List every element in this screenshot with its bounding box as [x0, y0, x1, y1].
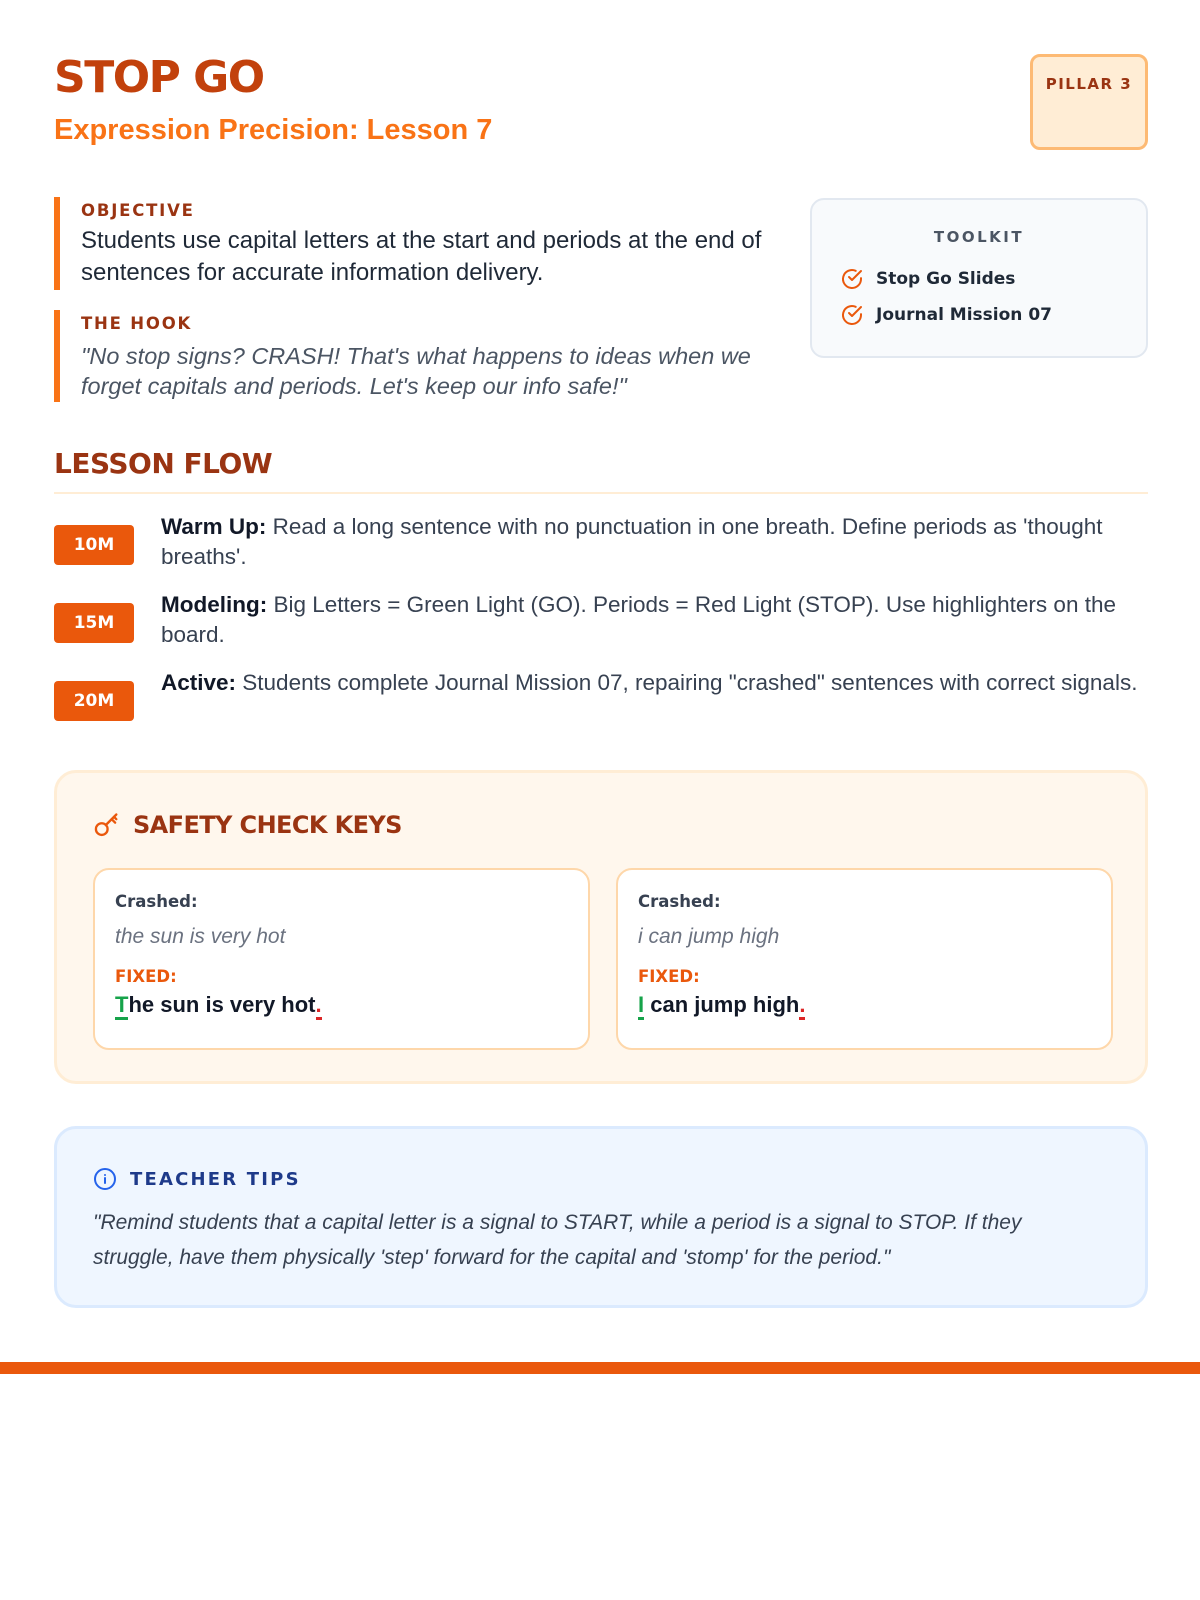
pillar-badge: PILLAR 3 [1030, 54, 1148, 150]
hook-block [54, 310, 774, 402]
flow-step-title: Warm Up: [161, 514, 267, 539]
footer-bar [0, 1362, 1200, 1374]
key-card [616, 868, 1113, 1050]
crashed-sentence: the sun is very hot [115, 925, 286, 948]
hook-text: "No stop signs? CRASH! That's what happens to ideas when we forget capitals and periods. Let's keep our info safe!" [81, 343, 751, 399]
flow-step-description: Big Letters = Green Light (GO). Periods = Red Light (STOP). Use highlighters on the board. [161, 592, 1116, 647]
info-icon [93, 1167, 117, 1191]
teacher-tips-title: TEACHER TIPS [130, 1168, 301, 1190]
check-circle-icon [840, 303, 864, 327]
fixed-label: FIXED: [115, 967, 177, 986]
toolkit-item [840, 267, 1015, 291]
safety-check-header [93, 811, 402, 839]
toolkit-card [810, 198, 1148, 358]
flow-step-title: Modeling: [161, 592, 268, 617]
flow-step-description: Read a long sentence with no punctuation in one breath. Define periods as 'thought breaths'. [161, 514, 1103, 569]
toolkit-item-label: Stop Go Slides [876, 269, 1016, 289]
flow-step-title: Active: [161, 670, 237, 695]
teacher-tips-text: "Remind students that a capital letter is a signal to START, while a period is a signal to STOP. If they struggle, have them physically 'step' forward for the capital and 'stomp' for the period." [93, 1211, 1022, 1269]
page-title: STOP GO [54, 52, 264, 103]
header [54, 52, 1148, 162]
hook-label: THE HOOK [81, 314, 193, 333]
crashed-label: Crashed: [638, 892, 721, 911]
safety-check-panel [54, 770, 1148, 1084]
toolkit-label: TOOLKIT [933, 228, 1025, 246]
toolkit-item [840, 303, 1052, 327]
flow-step-text [161, 512, 1151, 572]
fixed-label: FIXED: [638, 967, 700, 986]
period-highlight: . [799, 992, 805, 1020]
period-highlight: . [316, 992, 322, 1020]
toolkit-item-label: Journal Mission 07 [876, 305, 1052, 325]
teacher-tips-header [93, 1167, 301, 1191]
time-badge: 20M [54, 681, 134, 721]
key-icon [93, 811, 121, 839]
time-badge: 15M [54, 603, 134, 643]
divider [54, 492, 1148, 494]
page-subtitle: Expression Precision: Lesson 7 [54, 114, 493, 146]
objective-text: Students use capital letters at the start and periods at the end of sentences for accurate information delivery. [81, 227, 762, 286]
fixed-sentence [115, 992, 568, 1018]
flow-step-text [161, 668, 1151, 698]
teacher-tips-panel [54, 1126, 1148, 1308]
time-badge: 10M [54, 525, 134, 565]
flow-step-description: Students complete Journal Mission 07, repairing "crashed" sentences with correct signals. [236, 670, 1138, 695]
key-card [93, 868, 590, 1050]
safety-check-title: SAFETY CHECK KEYS [133, 811, 402, 839]
fixed-sentence [638, 992, 1091, 1018]
crashed-label: Crashed: [115, 892, 198, 911]
lesson-flow-heading: LESSON FLOW [54, 447, 273, 480]
check-circle-icon [840, 267, 864, 291]
capital-highlight: T [115, 992, 128, 1020]
flow-step-text [161, 590, 1151, 650]
objective-block [54, 197, 774, 290]
fixed-sentence-body: can jump high [644, 992, 800, 1017]
crashed-sentence: i can jump high [638, 925, 780, 948]
capital-highlight: I [638, 992, 644, 1020]
objective-label: OBJECTIVE [81, 201, 195, 220]
fixed-sentence-body: he sun is very hot [128, 992, 316, 1017]
